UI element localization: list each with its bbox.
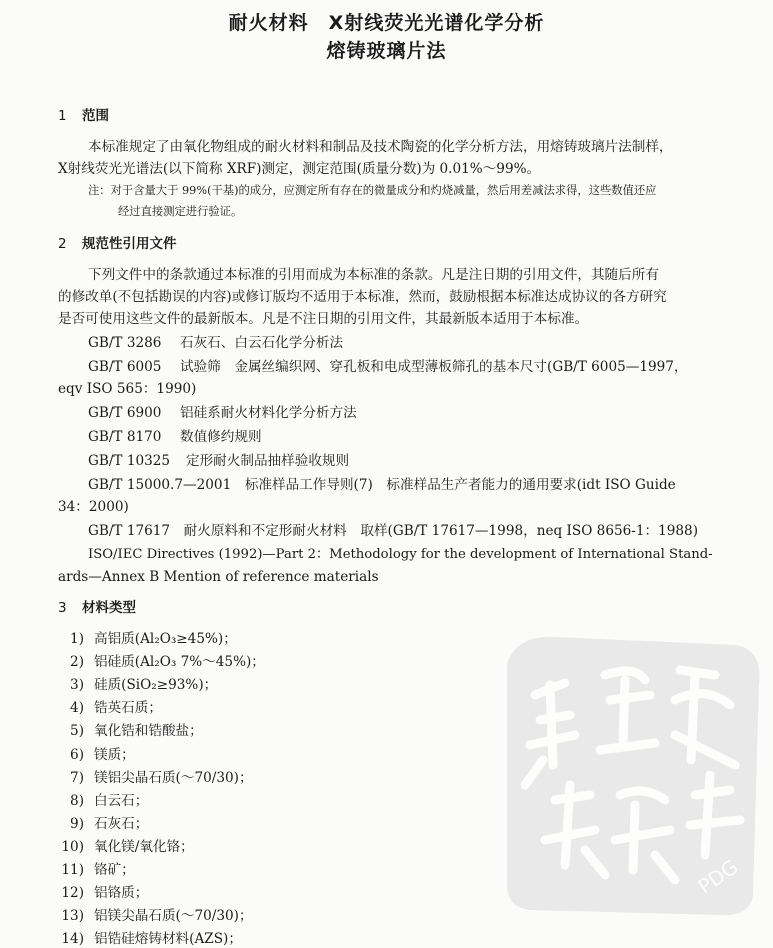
material-type-item: [52, 930, 242, 948]
reference-item: GB/T 15000.7—2001 标准样品工作导则(7) 标准样品生产者能力的通用要求(idt ISO Guide: [88, 477, 676, 493]
reference-item: [88, 452, 349, 470]
reference-code: GB/T 10325: [88, 453, 171, 469]
item-text: 石灰石；: [94, 816, 149, 832]
item-text: 锆英石质；: [94, 700, 162, 716]
item-number: 12): [61, 885, 84, 901]
section-3-heading: [58, 599, 136, 617]
material-type-item: [52, 746, 135, 764]
section-number: 1: [58, 108, 67, 124]
material-type-item: [52, 653, 265, 671]
section-number: 2: [58, 236, 67, 252]
item-text: 铝锆硅熔铸材料(AZS)；: [94, 931, 242, 947]
reference-item: [88, 334, 343, 352]
item-text: 氧化锆和锆酸盐；: [94, 723, 203, 739]
item-number: 5): [70, 723, 84, 739]
paragraph-line: 是否可使用这些文件的最新版本。凡是不注日期的引用文件，其最新版本适用于本标准。: [58, 311, 589, 327]
reference-continuation: ards—Annex B Mention of reference materials: [58, 569, 379, 585]
paragraph-line: X射线荧光光谱法(以下简称 XRF)测定，测定范围(质量分数)为 0.01%～99%。: [58, 161, 541, 177]
reference-code: GB/T 3286: [88, 335, 162, 351]
note-line: 经过直接测定进行验证。: [118, 205, 243, 218]
reference-title: 数值修约规则: [180, 429, 262, 445]
paragraph-line: 下列文件中的条款通过本标准的引用而成为本标准的条款。凡是注日期的引用文件，其随后所有: [88, 267, 659, 283]
material-type-item: [52, 815, 148, 833]
watermark-label: PDG: [693, 854, 743, 899]
reference-continuation: 34：2000): [58, 499, 129, 515]
reference-code: GB/T 8170: [88, 429, 162, 445]
item-number: 10): [61, 839, 84, 855]
reference-item: GB/T 17617 耐火原料和不定形耐火材料 取样(GB/T 17617—1998，neq ISO 8656-1：1988): [88, 523, 699, 539]
material-type-item: [52, 630, 237, 648]
material-type-item: [52, 792, 148, 810]
item-number: 3): [70, 677, 84, 693]
item-text: 铝硅质(Al₂O₃ 7%～45%)；: [94, 654, 265, 670]
document-title-line1: 耐火材料 X射线荧光光谱化学分析: [228, 12, 545, 34]
section-title: 材料类型: [82, 600, 136, 616]
section-number: 3: [58, 600, 67, 616]
note-line: 注：对于含量大于 99%(干基)的成分，应测定所有存在的微量成分和灼烧减量，然后用差减法求得，这些数值还应: [88, 184, 657, 197]
paragraph-line: 的修改单(不包括勘误的内容)或修订版均不适用于本标准，然而，鼓励根据本标准达成协议的各方研究: [58, 289, 667, 305]
item-text: 镁铝尖晶石质(～70/30)；: [94, 770, 253, 786]
reference-title: 试验筛 金属丝编织网、穿孔板和电成型薄板筛孔的基本尺寸(GB/T 6005—1997，: [180, 359, 688, 375]
paragraph-line: 本标准规定了由氧化物组成的耐火材料和制品及技术陶瓷的化学分析方法，用熔铸玻璃片法制样，: [88, 139, 673, 155]
reference-title: 石灰石、白云石化学分析法: [180, 335, 344, 351]
item-text: 铝镁尖晶石质(～70/30)；: [94, 908, 253, 924]
material-type-item: [52, 907, 253, 925]
section-2-heading: [58, 235, 177, 253]
item-number: 4): [70, 700, 84, 716]
item-text: 镁质；: [94, 747, 135, 763]
section-1-heading: [58, 107, 109, 125]
item-text: 硅质(SiO₂≥93%)；: [94, 677, 218, 693]
reference-title: 铝硅系耐火材料化学分析方法: [180, 405, 357, 421]
item-number: 11): [61, 862, 84, 878]
item-number: 9): [70, 816, 84, 832]
reference-item: [88, 428, 262, 446]
reference-item: [88, 404, 357, 422]
section-title: 规范性引用文件: [82, 236, 177, 252]
material-type-item: [52, 676, 217, 694]
material-type-item: [52, 838, 194, 856]
material-type-item: [52, 769, 253, 787]
document-title-line2: 熔铸玻璃片法: [326, 40, 447, 62]
item-text: 铬矿；: [94, 862, 135, 878]
item-number: 1): [70, 631, 84, 647]
seal-stamp-icon: [495, 625, 770, 925]
item-number: 8): [70, 793, 84, 809]
reference-code: GB/T 6005: [88, 359, 162, 375]
material-type-item: [52, 861, 135, 879]
item-number: 7): [70, 770, 84, 786]
item-text: 白云石；: [94, 793, 149, 809]
material-type-item: [52, 722, 203, 740]
item-number: 13): [61, 908, 84, 924]
reference-code: GB/T 6900: [88, 405, 162, 421]
item-text: 氧化镁/氧化铬；: [94, 839, 194, 855]
reference-item: [88, 358, 688, 376]
item-number: 14): [61, 931, 84, 947]
item-number: 6): [70, 747, 84, 763]
material-type-item: [52, 699, 162, 717]
reference-title: 定形耐火制品抽样验收规则: [186, 453, 350, 469]
reference-continuation: eqv ISO 565：1990): [58, 381, 197, 397]
item-text: 高铝质(Al₂O₃≥45%)；: [94, 631, 237, 647]
item-text: 铝铬质；: [94, 885, 149, 901]
material-type-item: [52, 884, 148, 902]
item-number: 2): [70, 654, 84, 670]
reference-item: ISO/IEC Directives (1992)—Part 2：Methodology for the development of International Stand-: [88, 547, 713, 562]
section-title: 范围: [82, 108, 109, 124]
